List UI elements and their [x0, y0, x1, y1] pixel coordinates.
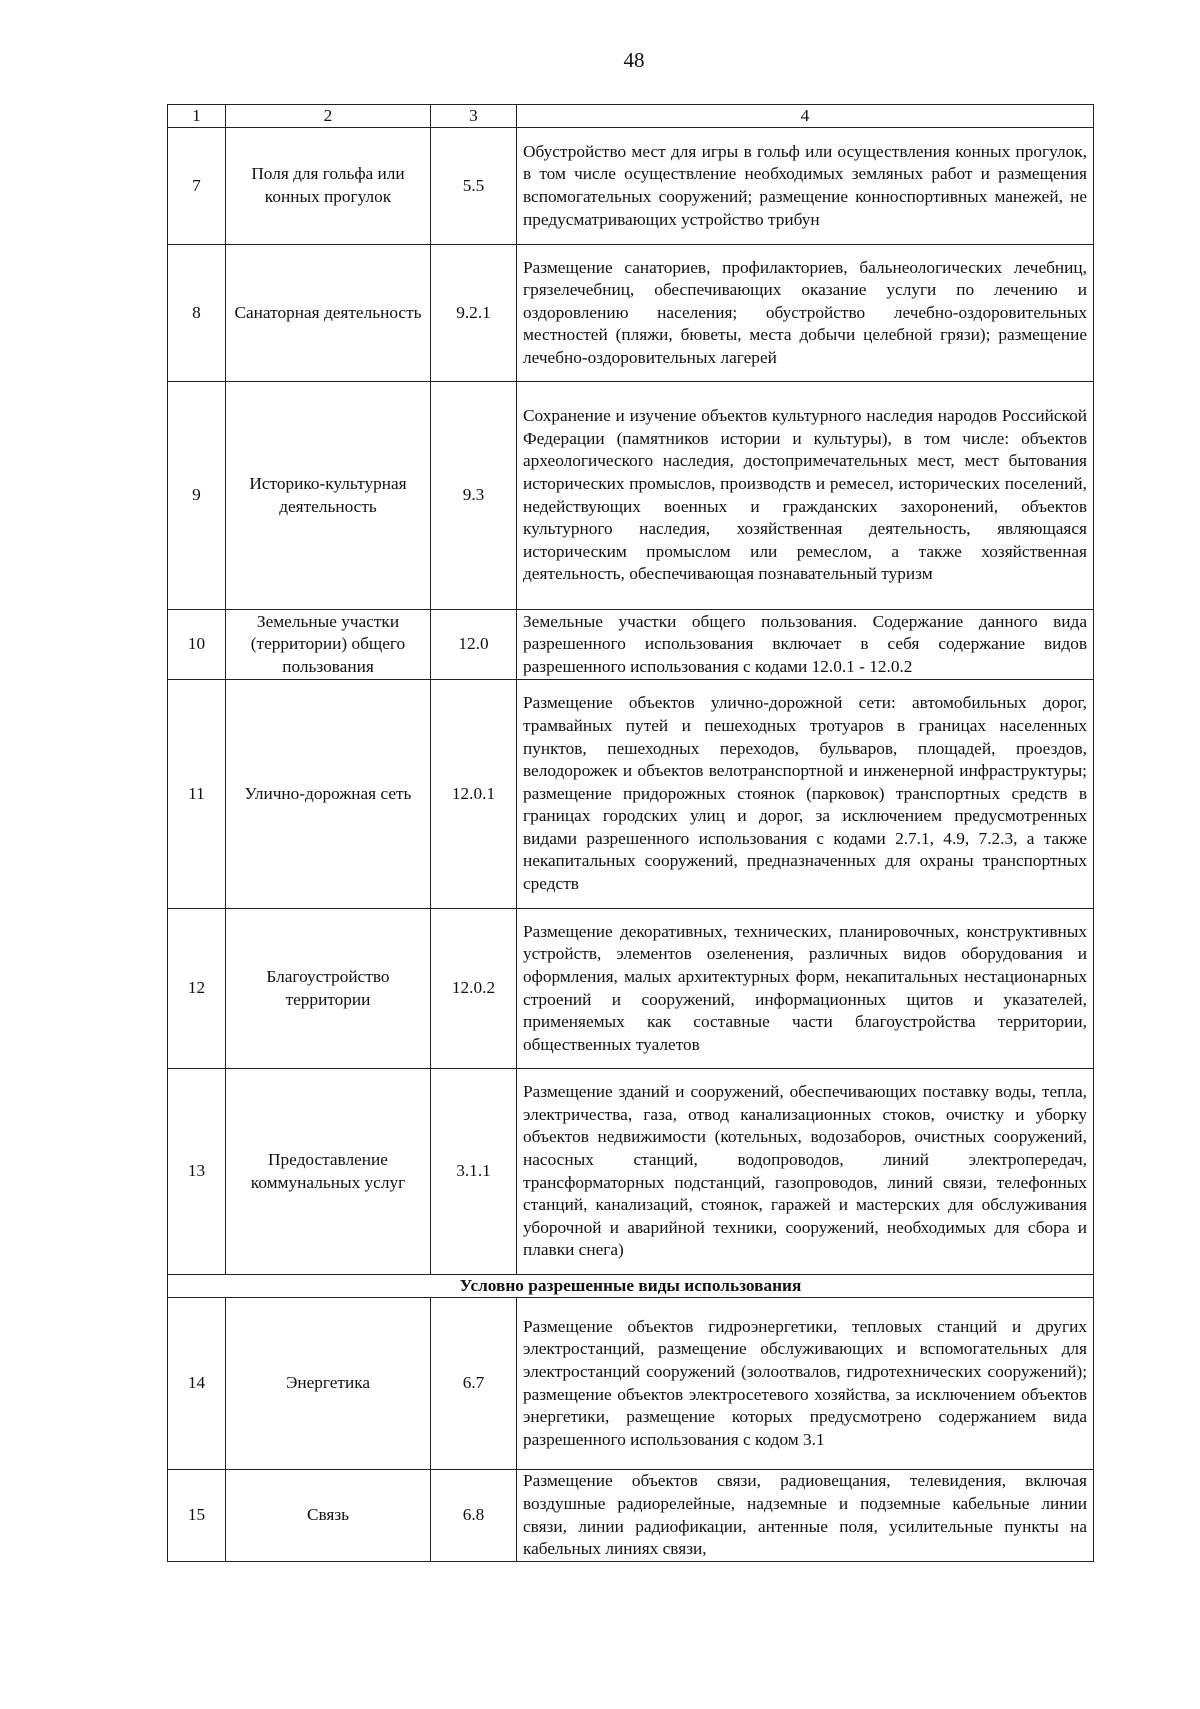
- use-code: 12.0.2: [431, 909, 517, 1069]
- table-row: [168, 909, 1094, 1069]
- use-description: Размещение объектов гидроэнергетики, тепловых станций и других электростанций, размещение обслуживающих и вспомогательных для электростанций сооружений (золоотвалов, гидротехнических сооружений); размещение объектов электросетевого хозяйства, за исключением объектов энергетики, размещение которых предусмотрено содержанием вида разрешенного использования с кодом 3.1: [517, 1298, 1094, 1470]
- table-row: [168, 680, 1094, 909]
- use-description: Размещение зданий и сооружений, обеспечивающих поставку воды, тепла, электричества, газа, отвод канализационных стоков, очистку и уборку объектов недвижимости (котельных, водозаборов, очистных сооружений, насосных станций, водопроводов, линий электропередач, трансформаторных подстанций, газопроводов, линий связи, телефонных станций, канализаций, стоянок, гаражей и мастерских для обслуживания уборочной и аварийной техники, сооружений, необходимых для сбора и плавки снега): [517, 1069, 1094, 1275]
- use-name: Предоставление коммунальных услуг: [226, 1069, 431, 1275]
- page-number: 48: [623, 48, 645, 72]
- use-description: Размещение объектов улично-дорожной сети: автомобильных дорог, трамвайных путей и пешеходных тротуаров в границах населенных пунктов, пешеходных переходов, бульваров, площадей, проездов, велодорожек и объектов велотранспортной и инженерной инфраструктуры; размещение придорожных стоянок (парковок) транспортных средств в границах городских улиц и дорог, за исключением предусмотренных видами разрешенного использования с кодами 2.7.1, 4.9, 7.2.3, а также некапитальных сооружений, предназначенных для охраны транспортных средств: [517, 680, 1094, 909]
- use-name: Благоустройство территории: [226, 909, 431, 1069]
- table-header-row: [168, 105, 1094, 128]
- row-number: 11: [168, 680, 226, 909]
- section-title: Условно разрешенные виды использования: [168, 1275, 1094, 1298]
- use-name: Поля для гольфа или конных прогулок: [226, 128, 431, 245]
- row-number: 15: [168, 1470, 226, 1562]
- use-name: Санаторная деятельность: [226, 245, 431, 382]
- header-col-3: 3: [431, 105, 517, 128]
- table-row: [168, 245, 1094, 382]
- use-name: Улично-дорожная сеть: [226, 680, 431, 909]
- table-row: [168, 1470, 1094, 1562]
- row-number: 8: [168, 245, 226, 382]
- use-name: Связь: [226, 1470, 431, 1562]
- row-number: 7: [168, 128, 226, 245]
- header-col-4: 4: [517, 105, 1094, 128]
- use-code: 12.0: [431, 610, 517, 680]
- use-name: Энергетика: [226, 1298, 431, 1470]
- table-row: [168, 382, 1094, 610]
- use-code: 9.2.1: [431, 245, 517, 382]
- use-name: Земельные участки (территории) общего пользования: [226, 610, 431, 680]
- use-code: 9.3: [431, 382, 517, 610]
- use-description: Размещение санаториев, профилакториев, бальнеологических лечебниц, грязелечебниц, обеспечивающих оказание услуги по лечению и оздоровлению населения; обустройство лечебно-оздоровительных местностей (пляжи, бюветы, места добычи целебной грязи); размещение лечебно-оздоровительных лагерей: [517, 245, 1094, 382]
- table-row: [168, 610, 1094, 680]
- use-code: 5.5: [431, 128, 517, 245]
- section-row: [168, 1275, 1094, 1298]
- row-number: 12: [168, 909, 226, 1069]
- row-number: 14: [168, 1298, 226, 1470]
- use-description: Обустройство мест для игры в гольф или осуществления конных прогулок, в том числе осуществление необходимых земляных работ и размещения вспомогательных сооружений; размещение конноспортивных манежей, не предусматривающих устройство трибун: [517, 128, 1094, 245]
- header-col-1: 1: [168, 105, 226, 128]
- use-description: Земельные участки общего пользования. Содержание данного вида разрешенного использования включает в себя содержание видов разрешенного использования с кодами 12.0.1 - 12.0.2: [517, 610, 1094, 680]
- use-code: 12.0.1: [431, 680, 517, 909]
- use-description: Размещение объектов связи, радиовещания, телевидения, включая воздушные радиорелейные, надземные и подземные кабельные линии связи, линии радиофикации, антенные поля, усилительные пункты на кабельных линиях связи,: [517, 1470, 1094, 1562]
- use-code: 3.1.1: [431, 1069, 517, 1275]
- table-row: [168, 128, 1094, 245]
- row-number: 9: [168, 382, 226, 610]
- row-number: 10: [168, 610, 226, 680]
- use-description: Размещение декоративных, технических, планировочных, конструктивных устройств, элементов озеленения, различных видов оборудования и оформления, малых архитектурных форм, некапитальных нестационарных строений и сооружений, информационных щитов и указателей, применяемых как составные части благоустройства территории, общественных туалетов: [517, 909, 1094, 1069]
- row-number: 13: [168, 1069, 226, 1275]
- use-name: Историко-культурная деятельность: [226, 382, 431, 610]
- table-row: [168, 1069, 1094, 1275]
- table-row: [168, 1298, 1094, 1470]
- land-use-table: [167, 104, 1094, 1562]
- use-code: 6.7: [431, 1298, 517, 1470]
- header-col-2: 2: [226, 105, 431, 128]
- use-description: Сохранение и изучение объектов культурного наследия народов Российской Федерации (памятников истории и культуры), в том числе: объектов археологического наследия, достопримечательных мест, мест бытования исторических промыслов, производств и ремесел, исторических поселений, недействующих военных и гражданских захоронений, объектов культурного наследия, хозяйственная деятельность, являющаяся историческим промыслом или ремеслом, а также хозяйственная деятельность, обеспечивающая познавательный туризм: [517, 382, 1094, 610]
- use-code: 6.8: [431, 1470, 517, 1562]
